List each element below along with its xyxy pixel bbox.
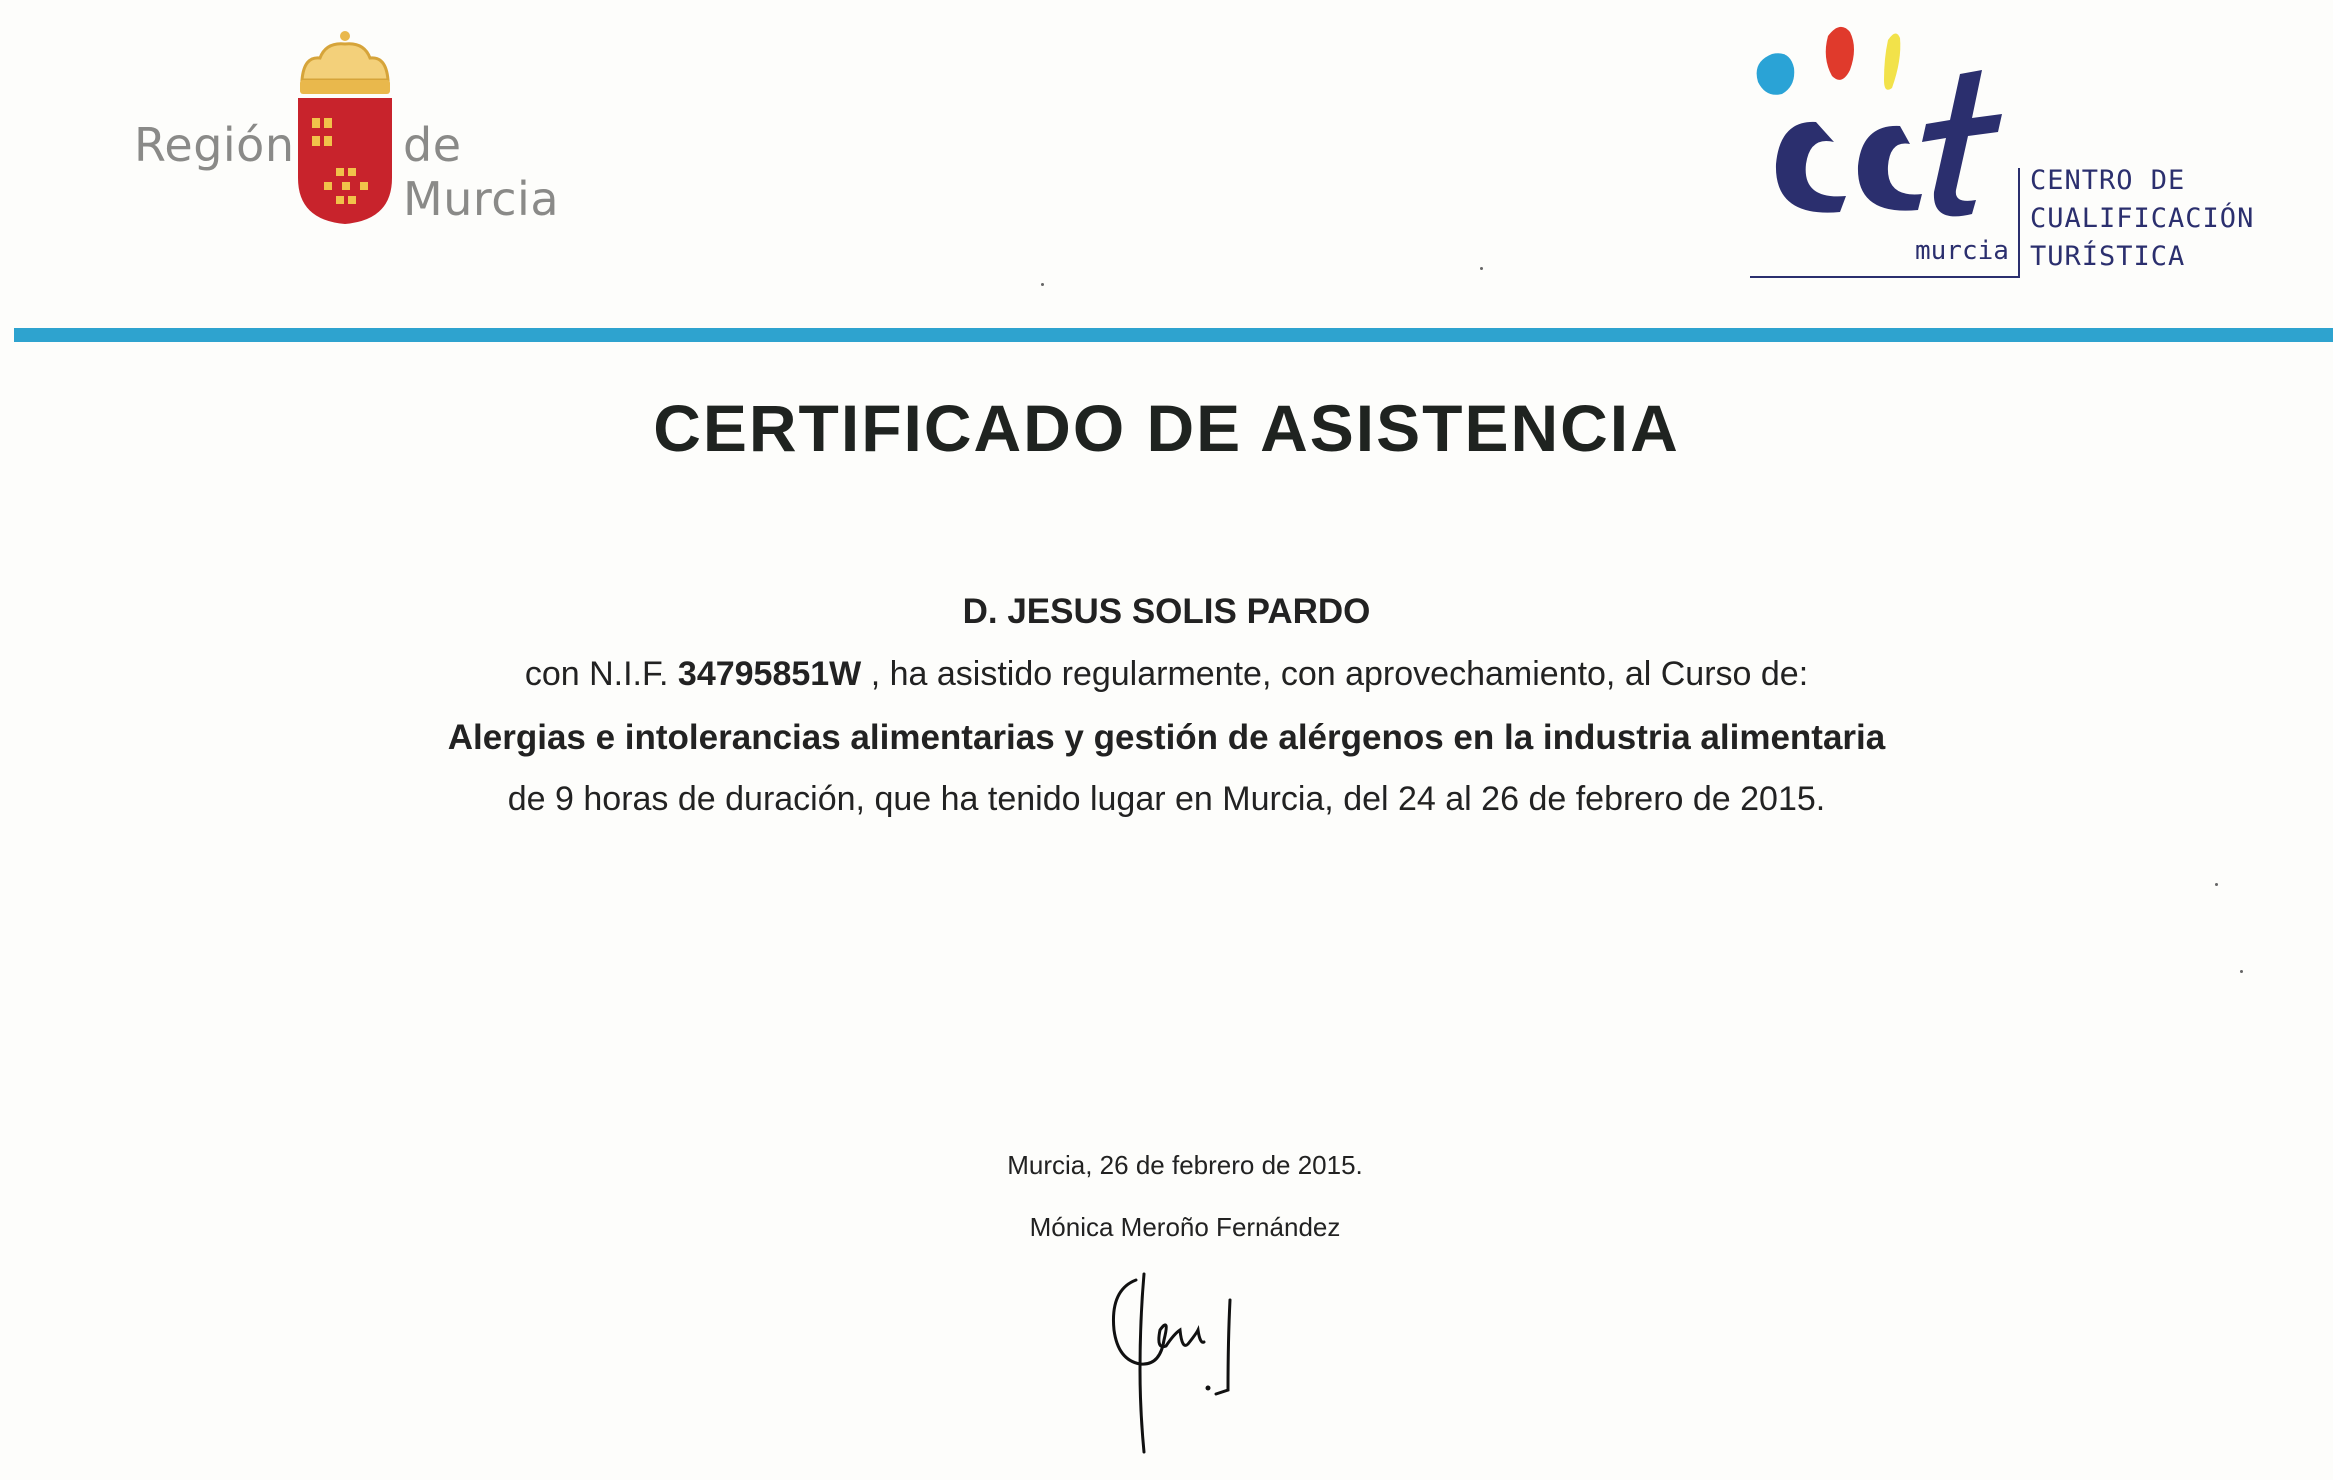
speck [2215,883,2218,886]
recipient-name: D. JESUS SOLIS PARDO [962,592,1371,631]
header-rule [14,328,2333,342]
cct-line-1: CENTRO DE [2030,165,2186,196]
signer-name: Mónica Meroño Fernández [1029,1212,1341,1242]
cct-logo-text [2030,162,2254,276]
speck [1041,283,1044,286]
place-date: Murcia, 26 de febrero de 2015. [1007,1150,1363,1180]
cct-line-3: TURÍSTICA [2030,241,2186,272]
nif-line [0,655,2333,694]
signature-image [1100,1260,1260,1460]
nif-value: 34795851W [677,655,862,693]
region-crest-icon [290,28,400,228]
region-logo-right-word: de Murcia [403,118,560,226]
certificate-title: CERTIFICADO DE ASISTENCIA [653,391,1680,465]
region-logo-left-word: Región [134,118,295,172]
cct-underline [1750,276,2020,278]
cct-line-2: CUALIFICACIÓN [2030,203,2255,234]
cct-mark-icon [1750,14,2020,254]
speck [2240,970,2243,973]
course-title: Alergias e intolerancias alimentarias y gestión de alérgenos en la industria alimentaria [447,718,1886,757]
nif-prefix: con N.I.F. [524,655,669,693]
speck [1480,267,1483,270]
course-duration: de 9 horas de duración, que ha tenido lugar en Murcia, del 24 al 26 de febrero de 2015. [507,780,1826,818]
cct-divider [2018,168,2020,278]
region-murcia-logo [130,28,630,228]
cct-logo-sub: murcia [1915,236,2009,266]
nif-suffix: , ha asistido regularmente, con aprovechamiento, al Curso de: [870,655,1809,693]
cct-logo [1750,14,2270,284]
